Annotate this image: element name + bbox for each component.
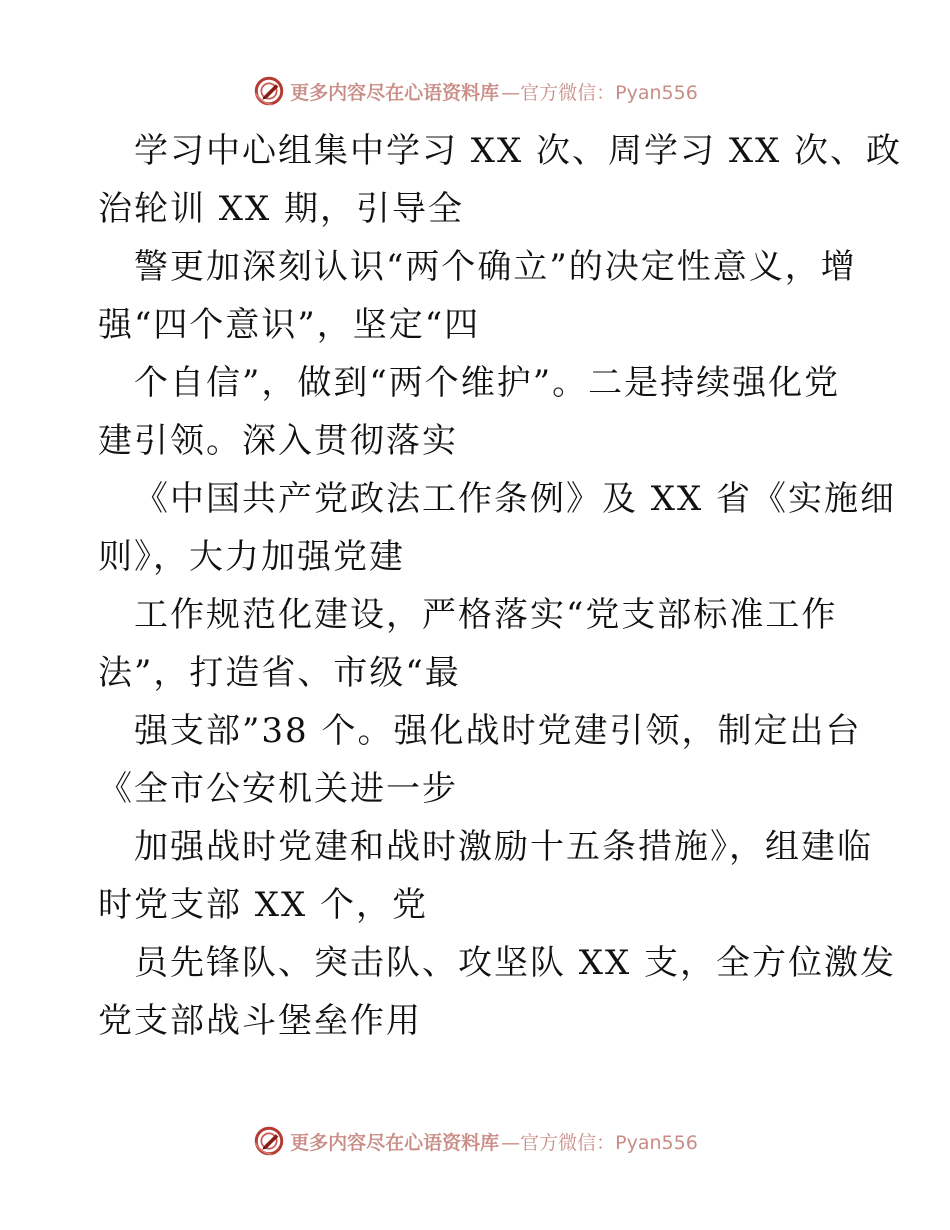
pen-circle-logo-icon [252, 1124, 286, 1158]
paragraph [98, 818, 873, 934]
text-line: 强支部”38 个。强化战时党建引领，制定出台 [134, 711, 862, 751]
footer-watermark [0, 1121, 950, 1161]
text-line: 《中国共产党政法工作条例》及 XX 省《实施细 [134, 479, 897, 519]
watermark-main-text: 更多内容尽在心语资料库 [290, 1131, 500, 1154]
paragraph [98, 470, 897, 586]
text-line: 强“四个意识”，坚定“四 [98, 305, 481, 345]
text-line: 加强战时党建和战时激励十五条措施》，组建临 [134, 827, 873, 867]
paragraph [98, 586, 868, 702]
document-body [98, 122, 903, 1050]
text-line: 法”，打造省、市级“最 [98, 653, 461, 693]
watermark-main-text: 更多内容尽在心语资料库 [290, 81, 500, 104]
header-watermark [0, 71, 950, 111]
text-line: 则》，大力加强党建 [98, 537, 405, 577]
paragraph [98, 702, 868, 818]
text-line: 《全市公安机关进一步 [98, 769, 458, 809]
paragraph [98, 238, 868, 354]
text-line: 党支部战斗堡垒作用 [98, 1001, 422, 1041]
paragraph [98, 934, 897, 1050]
paragraph [98, 354, 868, 470]
text-line: 治轮训 XX 期，引导全 [98, 189, 465, 229]
text-line: 学习中心组集中学习 XX 次、周学习 XX 次、政 [134, 131, 903, 171]
watermark-sub-text: —官方微信：Pyan556 [501, 81, 698, 104]
text-line: 个自信”，做到“两个维护”。二是持续强化党 [134, 363, 841, 403]
text-line: 员先锋队、突击队、攻坚队 XX 支，全方位激发 [134, 943, 897, 983]
text-line: 建引领。深入贯彻落实 [98, 421, 458, 461]
pen-circle-logo-icon [252, 74, 286, 108]
watermark-sub-text: —官方微信：Pyan556 [501, 1131, 698, 1154]
text-line: 时党支部 XX 个，党 [98, 885, 429, 925]
text-line: 警更加深刻认识“两个确立”的决定性意义，增 [134, 247, 857, 287]
paragraph [98, 122, 903, 238]
text-line: 工作规范化建设，严格落实“党支部标准工作 [134, 595, 838, 635]
